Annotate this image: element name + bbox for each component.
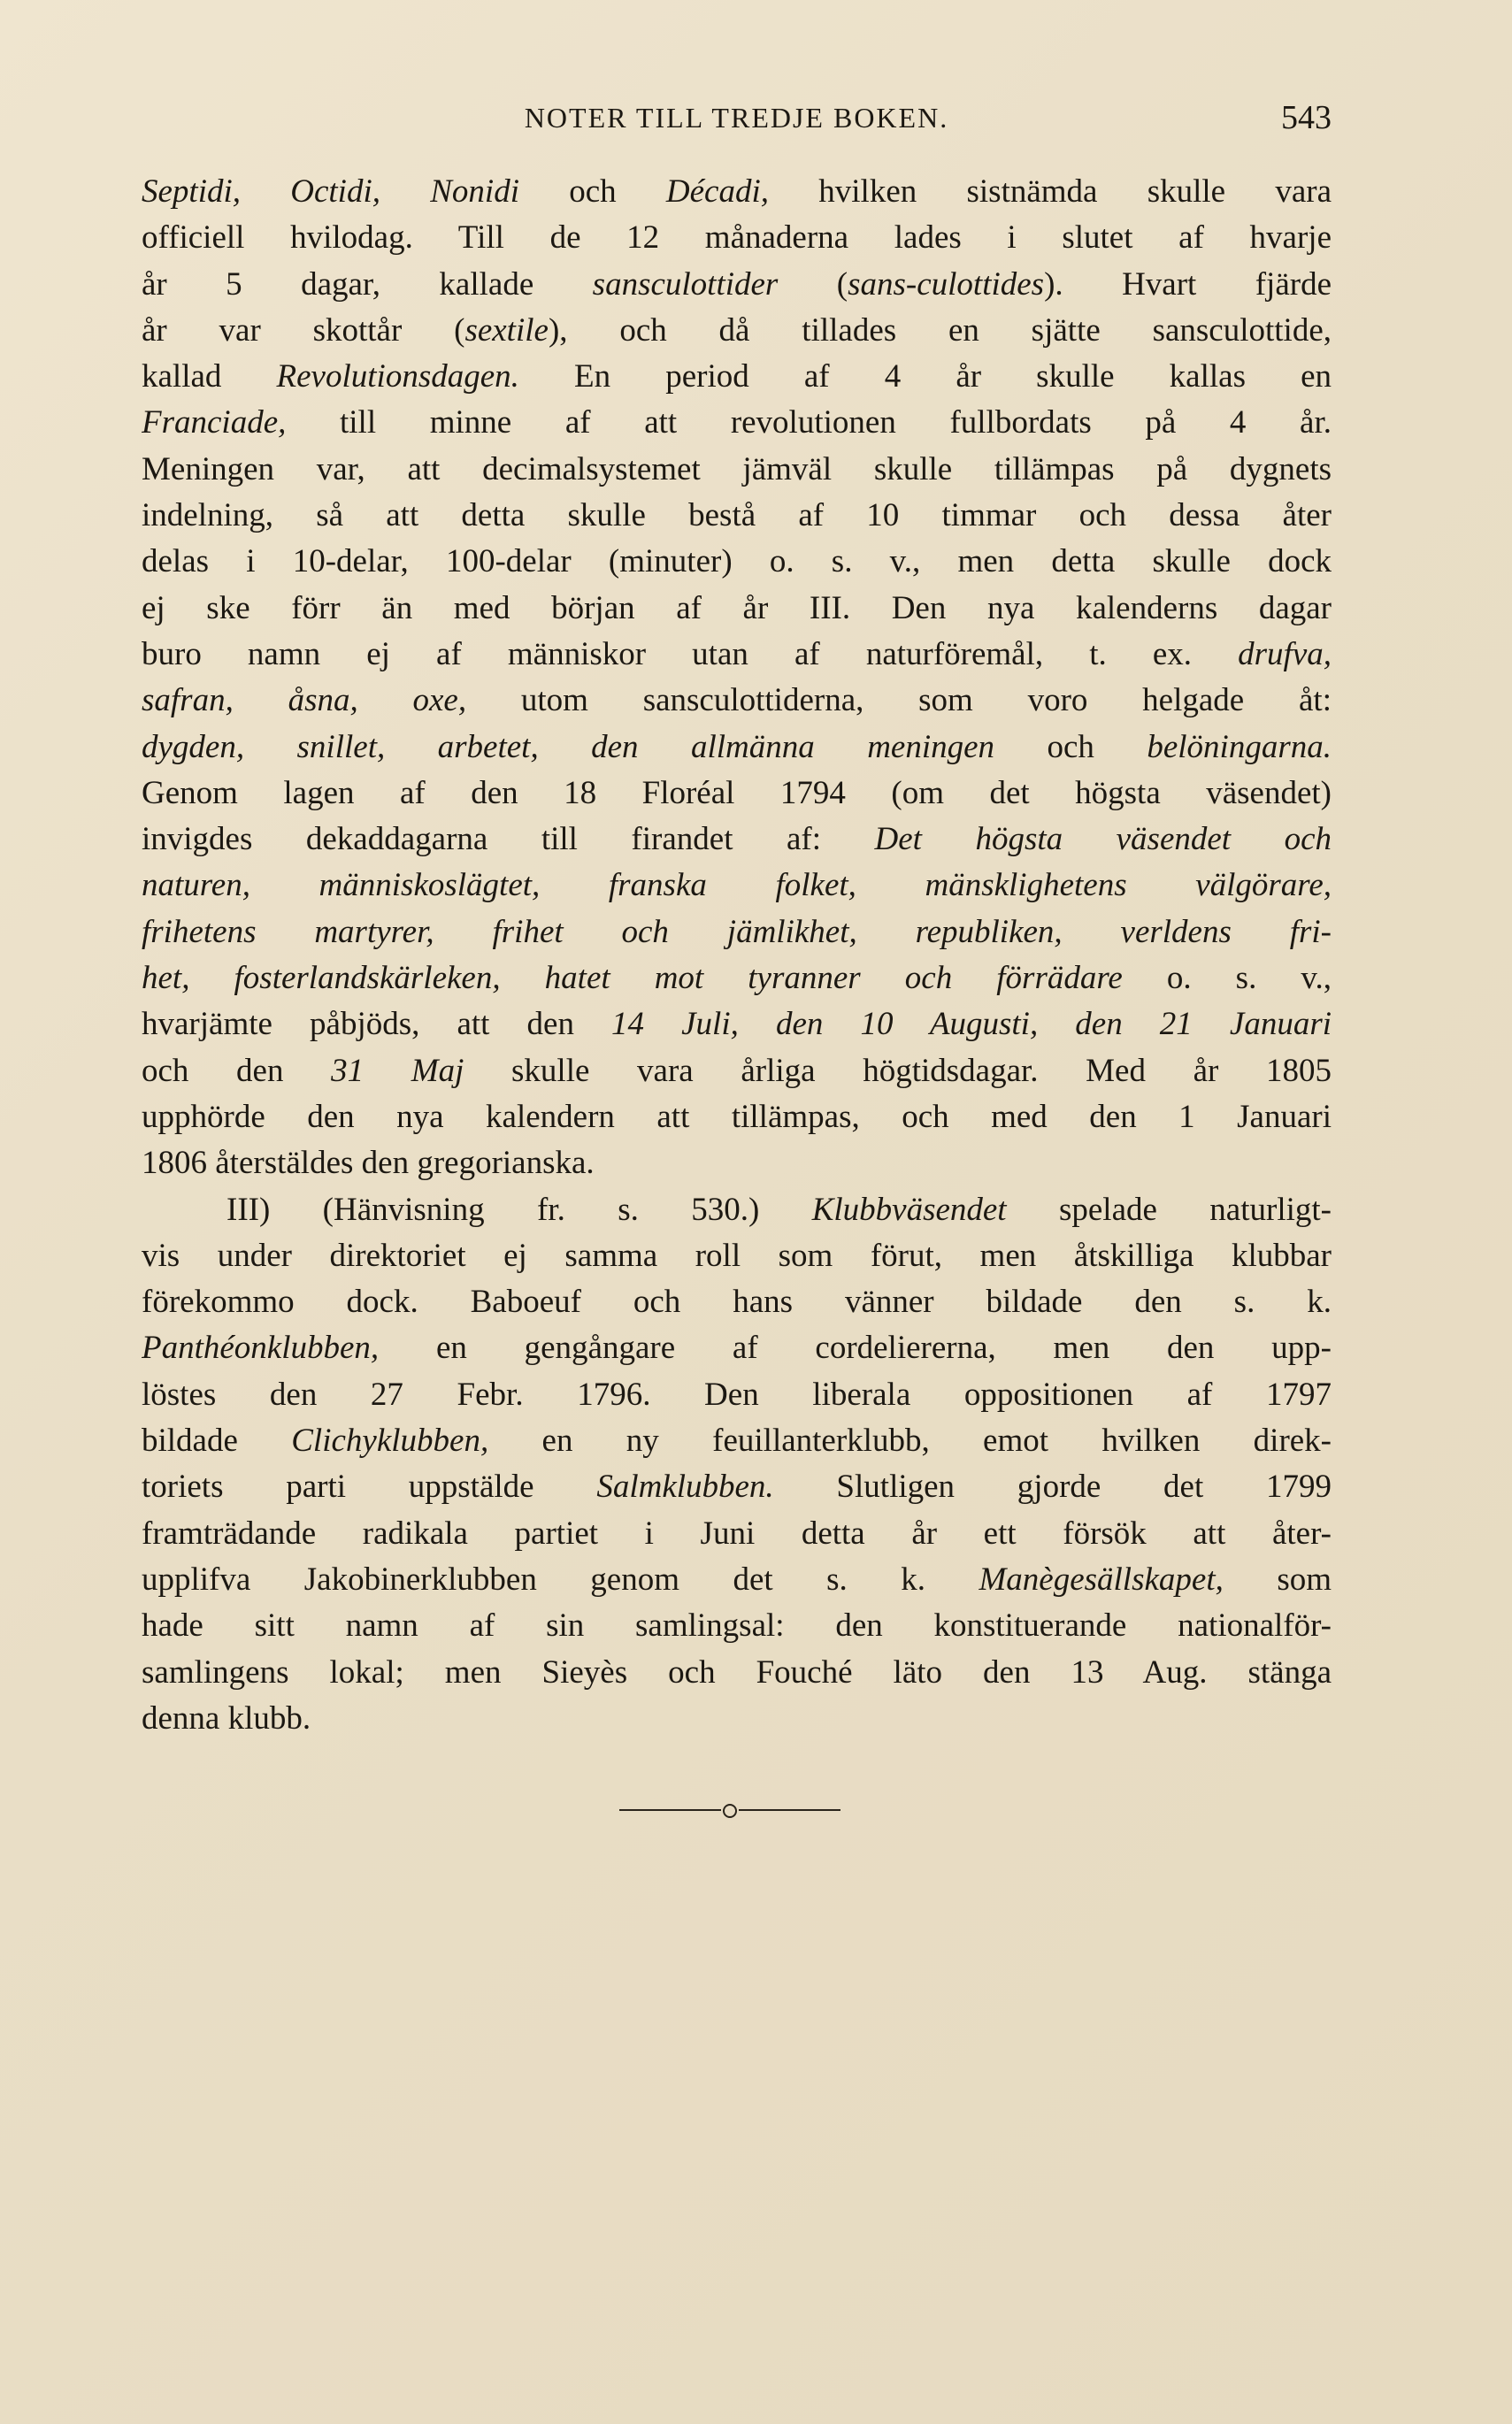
text-line (142, 1650, 1332, 1696)
italic-text: Det högsta väsendet och (874, 821, 1332, 858)
italic-text: Clichyklubben, (291, 1423, 489, 1460)
text-run: upplifva Jakobinerklubben genom det s. k. (142, 1561, 979, 1598)
text-run: buro namn ej af människor utan af naturföremål, t. ex. (142, 635, 1239, 672)
text-run: ), och då tillades en sjätte sansculottide, (548, 311, 1332, 349)
text-run: spelade naturligt- (1006, 1191, 1332, 1228)
text-line (142, 1325, 1332, 1371)
text-run: toriets parti uppstälde (142, 1469, 597, 1506)
italic-text: Décadi, (665, 173, 770, 210)
page-header (142, 96, 1332, 140)
text-run: samlingens lokal; men Sieyès och Fouché läto den 13 Aug. stänga (142, 1653, 1332, 1691)
text-run: hvilken sistnämda skulle vara (769, 173, 1332, 210)
text-run: invigdes dekaddagarna till firandet af: (142, 821, 875, 858)
text-line (142, 1511, 1332, 1557)
italic-text: belöningarna. (1147, 728, 1332, 765)
text-run: Meningen var, att decimalsystemet jämväl skulle tillämpas på dygnets (142, 450, 1332, 487)
text-line (142, 1187, 1332, 1233)
text-line (142, 400, 1332, 446)
text-line (142, 817, 1332, 863)
text-run: kallad (142, 358, 277, 395)
italic-text: Revolutionsdagen. (276, 358, 519, 395)
text-line (142, 493, 1332, 539)
italic-text: Panthéonklubben, (142, 1330, 380, 1367)
text-line (142, 863, 1332, 909)
text-run: och (994, 728, 1147, 765)
end-rule-icon (619, 1801, 840, 1819)
text-run: upphörde den nya kalendern att tillämpas, och med den 1 Januari (142, 1098, 1332, 1135)
italic-text: Salmklubben. (596, 1469, 774, 1506)
text-line (142, 1557, 1332, 1603)
italic-text: het, fosterlandskärleken, hatet mot tyranner och förrädare (142, 960, 1123, 997)
text-run: hade sitt namn af sin samlingsal: den konstituerande nationalför- (142, 1607, 1332, 1645)
text-line (142, 771, 1332, 817)
text-run: officiell hvilodag. Till de 12 månaderna lades i slutet af hvarje (142, 219, 1332, 257)
text-line (142, 632, 1332, 678)
text-line (142, 539, 1332, 585)
text-run: vis under direktoriet ej samma roll som förut, men åtskilliga klubbar (142, 1237, 1332, 1274)
text-run: och (518, 173, 666, 210)
italic-text: sextile (464, 311, 549, 349)
text-line (142, 1001, 1332, 1047)
text-line (142, 1372, 1332, 1418)
text-line (142, 354, 1332, 400)
italic-text: 14 Juli, den 10 Augusti, den 21 Januari (611, 1006, 1332, 1043)
text-line (142, 447, 1332, 493)
page-number: 543 (1281, 99, 1332, 136)
text-line (142, 215, 1332, 261)
italic-text: naturen, människoslägtet, franska folket, mänsklighetens välgörare, (142, 867, 1332, 904)
text-run: en gengångare af cordeliererna, men den upp- (379, 1330, 1332, 1367)
text-line (142, 955, 1332, 1001)
text-run: skulle vara årliga högtidsdagar. Med år 1805 (464, 1052, 1332, 1089)
text-line (142, 909, 1332, 955)
text-run: till minne af att revolutionen fullbordats på 4 år. (286, 404, 1332, 441)
text-run: år 5 dagar, kallade (142, 265, 593, 303)
text-line (142, 725, 1332, 771)
text-run: löstes den 27 Febr. 1796. Den liberala oppositionen af 1797 (142, 1376, 1332, 1413)
italic-text: dygden, snillet, arbetet, den allmänna meningen (142, 728, 995, 765)
italic-text: safran, åsna, oxe, (142, 682, 467, 719)
text-line (142, 169, 1332, 215)
italic-text: Manègesällskapet, (979, 1561, 1224, 1598)
text-run: Genom lagen af den 18 Floréal 1794 (om det högsta väsendet) (142, 774, 1332, 811)
text-line (142, 1696, 1332, 1742)
text-run: denna klubb. (142, 1699, 311, 1737)
text-run: 1806 återstäldes den gregorianska. (142, 1145, 595, 1182)
text-run: år var skottår ( (142, 311, 465, 349)
italic-text: Franciade, (142, 404, 287, 441)
text-line (142, 1233, 1332, 1279)
italic-text: frihetens martyrer, frihet och jämlikhet, republiken, verldens fri- (142, 913, 1332, 950)
italic-text: drufva, (1238, 635, 1332, 672)
italic-text: 31 Maj (331, 1052, 464, 1089)
text-run: utom sansculottiderna, som voro helgade åt: (466, 682, 1332, 719)
text-run: ). Hvart fjärde (1044, 265, 1332, 303)
text-run: indelning, så att detta skulle bestå af 10 timmar och dessa åter (142, 497, 1332, 534)
text-run: delas i 10-delar, 100-delar (minuter) o. s. v., men detta skulle dock (142, 543, 1332, 580)
text-line (142, 1048, 1332, 1094)
italic-text: Klubbväsendet (811, 1191, 1007, 1228)
text-line (142, 1094, 1332, 1140)
text-run: Slutligen gjorde det 1799 (773, 1469, 1332, 1506)
text-run: framträdande radikala partiet i Juni detta år ett försök att åter- (142, 1515, 1332, 1552)
text-run: en ny feuillanterklubb, emot hvilken direk- (488, 1423, 1332, 1460)
text-line (142, 308, 1332, 354)
body-text (142, 169, 1332, 1742)
text-line (142, 1140, 1332, 1186)
text-line (142, 586, 1332, 632)
text-run: förekommo dock. Baboeuf och hans vänner bildade den s. k. (142, 1284, 1332, 1321)
text-run: som (1223, 1561, 1332, 1598)
text-run: III) (Hänvisning fr. s. 530.) (226, 1191, 812, 1228)
text-run: bildade (142, 1423, 292, 1460)
text-line (142, 678, 1332, 724)
italic-text: sans-culottides (848, 265, 1045, 303)
text-run: o. s. v., (1122, 960, 1332, 997)
text-run: En period af 4 år skulle kallas en (518, 358, 1332, 395)
italic-text: Septidi, Octidi, Nonidi (142, 173, 519, 210)
italic-text: sansculottider (592, 265, 779, 303)
running-head: NOTER TILL TREDJE BOKEN. (524, 102, 949, 134)
text-run: och den (142, 1052, 332, 1089)
text-run: ej ske förr än med början af år III. Den nya kalenderns dagar (142, 589, 1332, 626)
text-line (142, 1464, 1332, 1510)
text-line (142, 1418, 1332, 1464)
text-line (142, 262, 1332, 308)
text-line (142, 1279, 1332, 1325)
text-run: hvarjämte påbjöds, att den (142, 1006, 612, 1043)
text-line (142, 1603, 1332, 1649)
text-run: ( (778, 265, 848, 303)
